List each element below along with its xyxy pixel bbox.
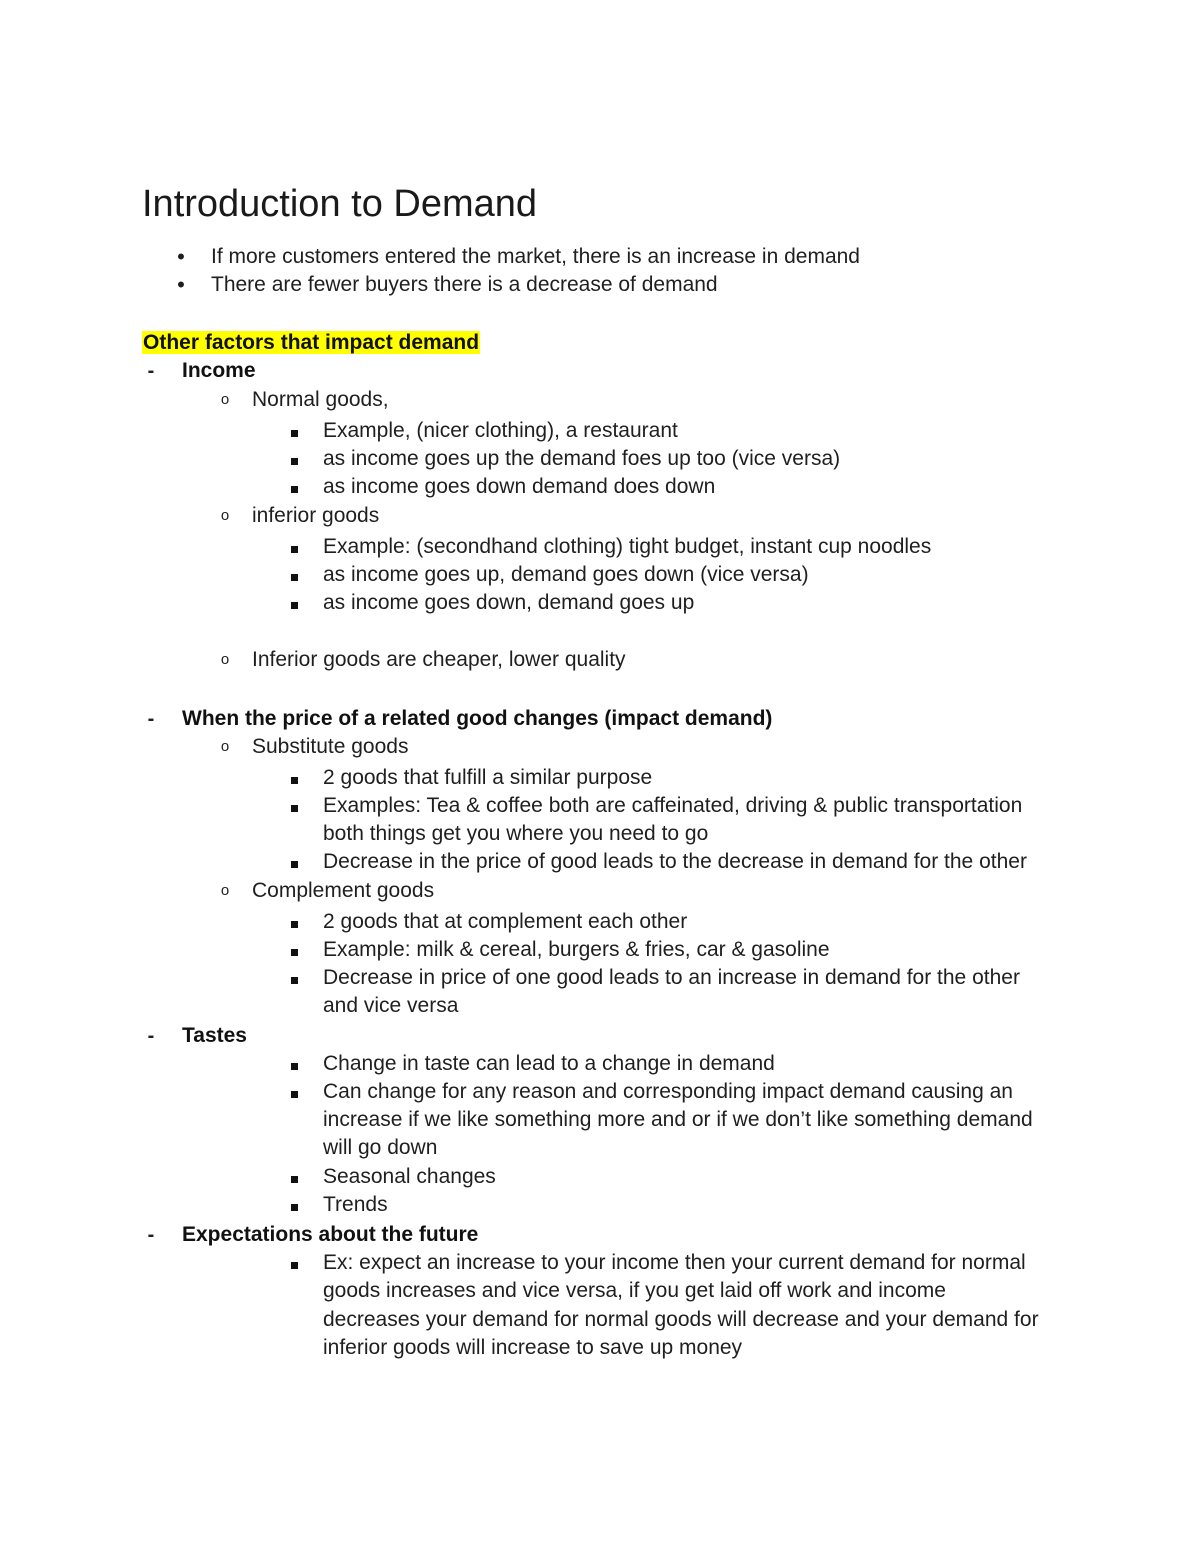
list-item-text: as income goes up the demand foes up too (vice versa) [323,447,841,470]
list-item-text: as income goes down, demand goes up [323,591,695,614]
list-item-text: and vice versa [323,994,459,1017]
square-bullet-icon [279,936,309,964]
dash-bullet-icon: - [147,708,155,730]
circle-bullet-icon: o [220,391,230,408]
list-item-text: Seasonal changes [323,1165,496,1188]
list-item-text: Decrease in price of one good leads to an increase in demand for the other [323,966,1020,989]
dash-bullet-icon: - [147,360,155,382]
document-title: Introduction to Demand [142,183,538,225]
square-bullet-icon [279,445,309,473]
list-item-text: as income goes up, demand goes down (vice versa) [323,563,809,586]
square-bullet-icon [279,1050,309,1078]
square-bullet-icon [279,764,309,792]
list-item-text: 2 goods that fulfill a similar purpose [323,766,653,789]
list-item-text: Decrease in the price of good leads to the decrease in demand for the other [323,850,1027,873]
list-item-text: 2 goods that at complement each other [323,910,688,933]
bullet-dot-icon: • [177,244,185,269]
dash-bullet-icon: - [147,1224,155,1246]
square-bullet-icon [279,848,309,876]
list-item-text: There are fewer buyers there is a decrease of demand [211,273,718,296]
list-item-text: Trends [323,1193,388,1216]
highlighted-heading: Other factors that impact demand [143,331,480,354]
factor-label: When the price of a related good changes (impact demand) [182,707,773,730]
factor-label: Income [182,359,256,382]
list-item-text: Examples: Tea & coffee both are caffeinated, driving & public transportation [323,794,1023,817]
square-bullet-icon [279,473,309,501]
factor-label: Expectations about the future [182,1223,479,1246]
list-item-text: Example, (nicer clothing), a restaurant [323,419,678,442]
circle-bullet-icon: o [220,651,230,668]
square-bullet-icon [279,908,309,936]
square-bullet-icon [279,589,309,617]
subitem-label: Normal goods, [252,388,389,411]
list-item-text: will go down [323,1136,438,1159]
factor-label: Tastes [182,1024,247,1047]
list-item-text: both things get you where you need to go [323,822,709,845]
dash-bullet-icon: - [147,1025,155,1047]
list-item-text: If more customers entered the market, there is an increase in demand [211,245,860,268]
list-item-text: inferior goods will increase to save up money [323,1336,743,1359]
square-bullet-icon [279,417,309,445]
list-item-text: Can change for any reason and corresponding impact demand causing an [323,1080,1013,1103]
square-bullet-icon [279,964,309,992]
bullet-dot-icon: • [177,272,185,297]
subitem-label: Substitute goods [252,735,409,758]
section-heading [142,329,480,357]
circle-bullet-icon: o [220,507,230,524]
square-bullet-icon [279,1249,309,1277]
subitem-label: Complement goods [252,879,435,902]
square-bullet-icon [279,792,309,820]
square-bullet-icon [279,1163,309,1191]
list-item-text: as income goes down demand does down [323,475,716,498]
square-bullet-icon [279,1078,309,1106]
list-item-text: Example: (secondhand clothing) tight budget, instant cup noodles [323,535,932,558]
subitem-label: inferior goods [252,504,380,527]
list-item-text: goods increases and vice versa, if you get laid off work and income [323,1279,946,1302]
circle-bullet-icon: o [220,882,230,899]
square-bullet-icon [279,533,309,561]
list-item-text: decreases your demand for normal goods will decrease and your demand for [323,1308,1039,1331]
list-item-text: Ex: expect an increase to your income then your current demand for normal [323,1251,1026,1274]
list-item-text: increase if we like something more and or if we don’t like something demand [323,1108,1033,1131]
list-item-text: Example: milk & cereal, burgers & fries, car & gasoline [323,938,830,961]
square-bullet-icon [279,1191,309,1219]
list-item-text: Change in taste can lead to a change in demand [323,1052,775,1075]
square-bullet-icon [279,561,309,589]
subitem-label: Inferior goods are cheaper, lower quality [252,648,626,671]
circle-bullet-icon: o [220,738,230,755]
